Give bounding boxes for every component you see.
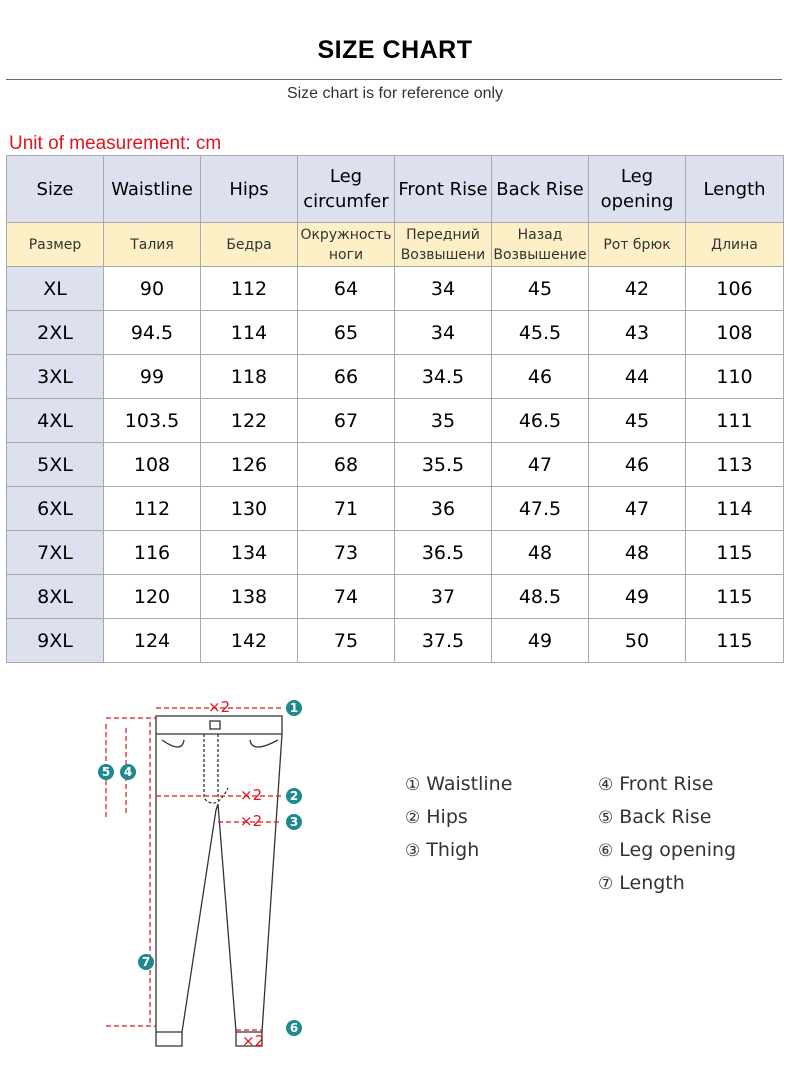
size-cell: 6XL: [7, 487, 104, 531]
header-row: [7, 156, 784, 223]
measurement-cell: 114: [686, 487, 784, 531]
table-row: [7, 575, 784, 619]
marker-label: 6: [289, 1021, 299, 1035]
measurement-cell: 46: [589, 443, 686, 487]
header-cell: Front Rise: [395, 156, 492, 223]
legend-number: ⑥: [598, 841, 614, 861]
measurement-cell: 35: [395, 399, 492, 443]
legend-label: Front Rise: [619, 773, 714, 795]
legend-label: Length: [619, 872, 685, 894]
times-two-label: ×2: [242, 1032, 265, 1050]
russian-header-cell: Передний Возвышени: [395, 223, 492, 267]
measurement-cell: 112: [201, 267, 298, 311]
pants-outline: [156, 716, 282, 1046]
measurement-cell: 66: [298, 355, 395, 399]
measurement-cell: 34: [395, 311, 492, 355]
legend-label: Thigh: [426, 839, 480, 861]
measurement-cell: 115: [686, 531, 784, 575]
legend-number: ⑦: [598, 874, 614, 894]
legend-label: Waistline: [426, 773, 513, 795]
marker-label: 7: [141, 955, 151, 969]
measurement-cell: 45: [492, 267, 589, 311]
table-row: [7, 487, 784, 531]
russian-header-cell: Окружность ноги: [298, 223, 395, 267]
russian-header-cell: Длина: [686, 223, 784, 267]
legend-length: [598, 872, 685, 894]
size-cell: 7XL: [7, 531, 104, 575]
measurement-cell: 90: [104, 267, 201, 311]
legend-number: ④: [598, 775, 614, 795]
measurement-cell: 106: [686, 267, 784, 311]
measurement-cell: 68: [298, 443, 395, 487]
legend-label: Leg opening: [619, 839, 737, 861]
header-cell: Size: [7, 156, 104, 223]
table-row: [7, 267, 784, 311]
reference-note: Size chart is for reference only: [286, 85, 504, 102]
russian-header-row: [7, 223, 784, 267]
table-row: [7, 399, 784, 443]
size-cell: XL: [7, 267, 104, 311]
table-row: [7, 443, 784, 487]
table-row: [7, 531, 784, 575]
measurement-cell: 112: [104, 487, 201, 531]
size-cell: 9XL: [7, 619, 104, 663]
size-cell: 2XL: [7, 311, 104, 355]
measurement-cell: 35.5: [395, 443, 492, 487]
legend-number: ⑤: [598, 808, 614, 828]
marker-label: 1: [289, 701, 299, 715]
marker-label: 3: [289, 815, 299, 829]
measurement-cell: 37.5: [395, 619, 492, 663]
russian-header-cell: Назад Возвышение: [492, 223, 589, 267]
measurement-cell: 37: [395, 575, 492, 619]
legend-label: Hips: [426, 806, 468, 828]
times-two-label: ×2: [240, 812, 263, 830]
size-cell: 5XL: [7, 443, 104, 487]
measurement-cell: 44: [589, 355, 686, 399]
measurement-cell: 36.5: [395, 531, 492, 575]
measurement-cell: 49: [589, 575, 686, 619]
times-two-labels: [208, 698, 264, 1050]
measurement-cell: 108: [104, 443, 201, 487]
size-cell: 3XL: [7, 355, 104, 399]
measurement-cell: 108: [686, 311, 784, 355]
marker-label: 5: [101, 765, 111, 779]
measurement-cell: 67: [298, 399, 395, 443]
measurement-cell: 47: [589, 487, 686, 531]
measurement-cell: 73: [298, 531, 395, 575]
measurement-cell: 47: [492, 443, 589, 487]
measurement-cell: 122: [201, 399, 298, 443]
legend-label: Back Rise: [619, 806, 712, 828]
measurement-cell: 34: [395, 267, 492, 311]
legend-number: ③: [405, 841, 421, 861]
measurement-cell: 45.5: [492, 311, 589, 355]
measurement-cell: 111: [686, 399, 784, 443]
measurement-cell: 34.5: [395, 355, 492, 399]
dimension-lines: [106, 708, 282, 1030]
measurement-cell: 64: [298, 267, 395, 311]
measurement-cell: 120: [104, 575, 201, 619]
measurement-cell: 65: [298, 311, 395, 355]
table-row: [7, 355, 784, 399]
russian-header-cell: Бедра: [201, 223, 298, 267]
measurement-cell: 48.5: [492, 575, 589, 619]
legend-number: ②: [405, 808, 421, 828]
measurement-cell: 113: [686, 443, 784, 487]
measurement-cell: 138: [201, 575, 298, 619]
header-cell: Leg circumfer: [298, 156, 395, 223]
measurement-cell: 116: [104, 531, 201, 575]
measurement-cell: 48: [492, 531, 589, 575]
measurement-cell: 43: [589, 311, 686, 355]
measurement-cell: 115: [686, 619, 784, 663]
russian-header-cell: Рот брюк: [589, 223, 686, 267]
times-two-label: ×2: [240, 786, 263, 804]
measurement-cell: 130: [201, 487, 298, 531]
legend-leg-opening: [598, 839, 736, 861]
measurement-cell: 118: [201, 355, 298, 399]
header-cell: Leg opening: [589, 156, 686, 223]
legend-front-rise: [598, 773, 713, 795]
size-cell: 4XL: [7, 399, 104, 443]
times-two-label: ×2: [208, 698, 231, 716]
measurement-cell: 110: [686, 355, 784, 399]
size-table: [6, 155, 784, 663]
table-row: [7, 311, 784, 355]
header-cell: Waistline: [104, 156, 201, 223]
measurement-cell: 49: [492, 619, 589, 663]
legend-back-rise: [598, 806, 712, 828]
measurement-cell: 134: [201, 531, 298, 575]
measurement-cell: 124: [104, 619, 201, 663]
legend-thigh: [405, 839, 479, 861]
measurement-cell: 114: [201, 311, 298, 355]
measurement-cell: 142: [201, 619, 298, 663]
title-divider: [6, 79, 782, 80]
marker-label: 4: [123, 765, 133, 779]
measurement-cell: 71: [298, 487, 395, 531]
measurement-cell: 75: [298, 619, 395, 663]
header-cell: Hips: [201, 156, 298, 223]
measurement-cell: 36: [395, 487, 492, 531]
measurement-cell: 46.5: [492, 399, 589, 443]
legend-hips: [405, 806, 468, 828]
page-title: SIZE CHART: [317, 36, 473, 64]
legend-number: ①: [405, 775, 421, 795]
russian-header-cell: Талия: [104, 223, 201, 267]
measurement-cell: 94.5: [104, 311, 201, 355]
legend-waistline: [405, 773, 512, 795]
measurement-cell: 74: [298, 575, 395, 619]
measurement-cell: 45: [589, 399, 686, 443]
header-cell: Back Rise: [492, 156, 589, 223]
unit-note: Unit of measurement: cm: [9, 133, 222, 154]
size-cell: 8XL: [7, 575, 104, 619]
measurement-cell: 115: [686, 575, 784, 619]
russian-header-cell: Размер: [7, 223, 104, 267]
measurement-cell: 50: [589, 619, 686, 663]
pants-measurement-diagram: [92, 690, 322, 1060]
table-row: [7, 619, 784, 663]
measurement-cell: 47.5: [492, 487, 589, 531]
marker-label: 2: [289, 789, 299, 803]
measurement-markers: [98, 700, 302, 1036]
measurement-cell: 99: [104, 355, 201, 399]
header-cell: Length: [686, 156, 784, 223]
measurement-cell: 46: [492, 355, 589, 399]
measurement-cell: 126: [201, 443, 298, 487]
measurement-cell: 42: [589, 267, 686, 311]
measurement-cell: 48: [589, 531, 686, 575]
measurement-cell: 103.5: [104, 399, 201, 443]
